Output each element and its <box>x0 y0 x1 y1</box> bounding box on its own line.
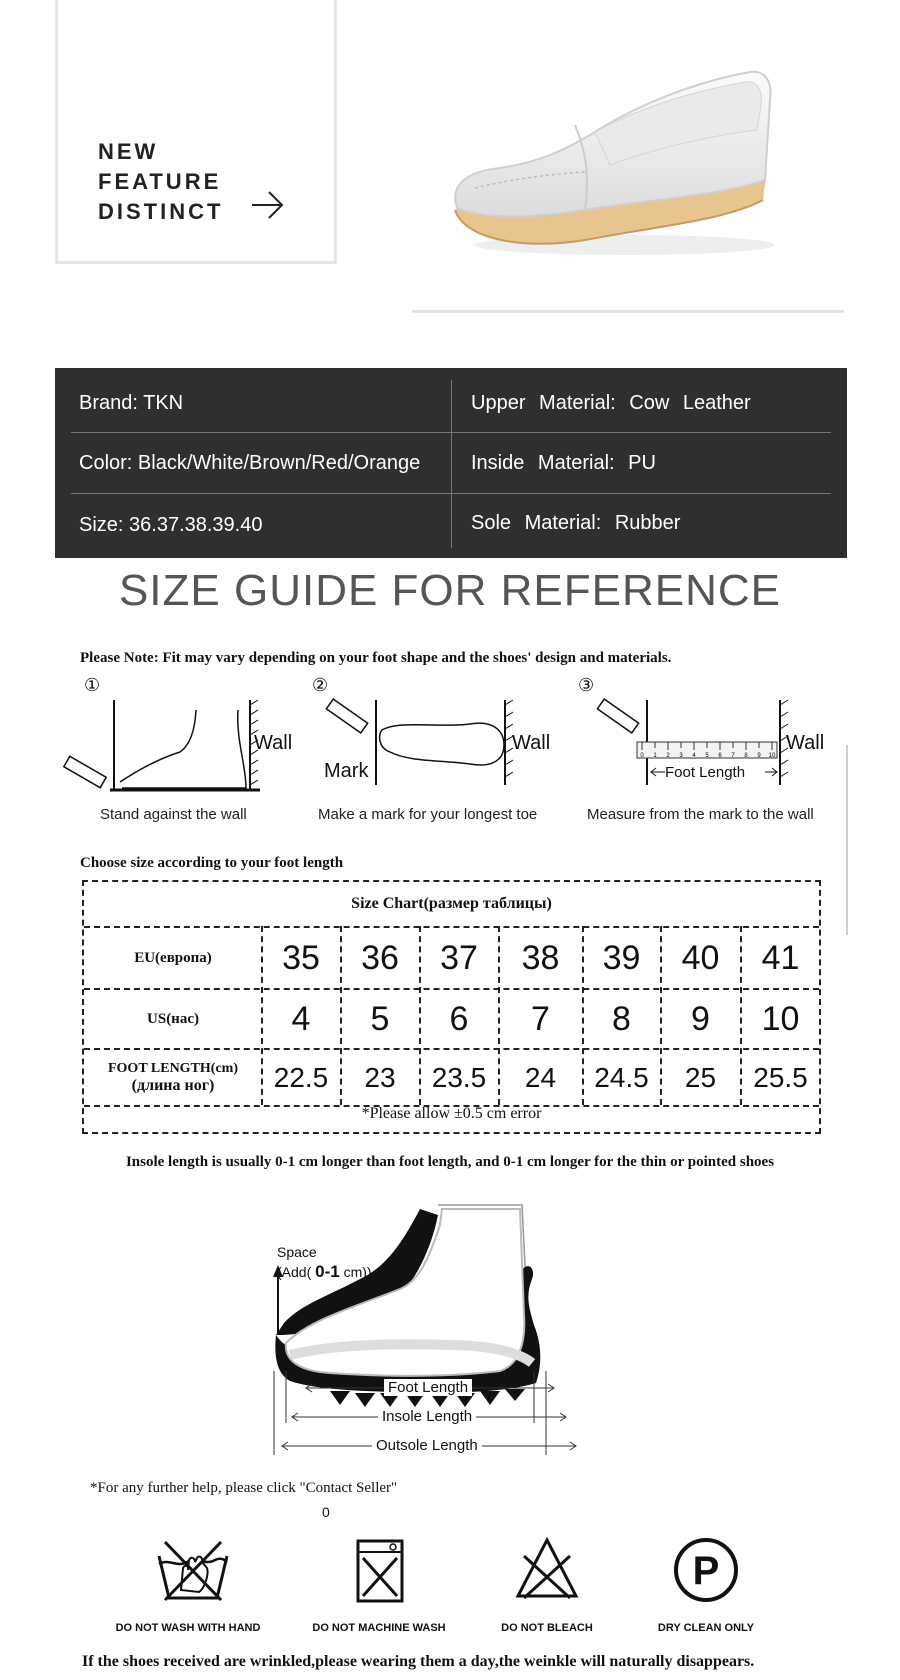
arrow-right-icon <box>250 190 286 220</box>
foot-row-label-ru: (длина ног) <box>131 1076 215 1094</box>
dry-clean-letter: P <box>692 1549 720 1593</box>
stray-zero: 0 <box>322 1504 330 1520</box>
eu-cell: 35 <box>282 938 320 977</box>
add-suffix: cm)) <box>339 1264 372 1280</box>
care-label-machine: DO NOT MACHINE WASH <box>312 1622 446 1634</box>
us-cell: 9 <box>691 999 710 1038</box>
add-value: 0-1 <box>315 1262 340 1281</box>
spec-color: Color: Black/White/Brown/Red/Orange <box>79 451 421 474</box>
hero-feature-text <box>98 137 223 227</box>
ruler-tick-label: 10 <box>768 753 776 759</box>
insole-length-label: Insole Length <box>378 1408 476 1425</box>
spec-divider-vertical <box>451 380 452 548</box>
ruler-tick-label: 5 <box>705 753 709 759</box>
help-text: *For any further help, please click "Contact Seller" <box>90 1480 398 1496</box>
dry-clean-icon <box>672 1536 740 1604</box>
step-1-wall-label: Wall <box>254 732 293 754</box>
care-label-dryclean: DRY CLEAN ONLY <box>657 1622 755 1634</box>
foot-row-label <box>84 1050 262 1105</box>
spec-upper: Upper Material: Cow Leather <box>471 391 751 414</box>
step-3-foot-length-label: Foot Length <box>665 764 746 781</box>
add-prefix: (Add( <box>277 1264 316 1280</box>
eu-cell: 41 <box>761 938 800 977</box>
foot-cell: 25.5 <box>753 1061 808 1093</box>
choose-size-text: Choose size according to your foot length <box>80 855 344 871</box>
step-2-caption: Make a mark for your longest toe <box>318 806 538 823</box>
foot-row-label-en: FOOT LENGTH(cm) <box>107 1060 239 1076</box>
step-2-number: ② <box>312 675 329 695</box>
ruler-tick-label: 6 <box>718 753 722 759</box>
foot-cell: 24.5 <box>594 1061 649 1093</box>
step-1-caption: Stand against the wall <box>100 806 247 823</box>
size-guide-note: Please Note: Fit may vary depending on your foot shape and the shoes' design and materials. <box>80 650 672 666</box>
us-cell: 10 <box>761 999 800 1038</box>
step-2-mark-label: Mark <box>324 760 369 782</box>
eu-cell: 38 <box>521 938 560 977</box>
size-chart-title: Size Chart(размер таблицы) <box>351 895 552 912</box>
eu-cell: 40 <box>681 938 720 977</box>
hand-wash-crossed-icon <box>155 1538 231 1604</box>
space-label: Space <box>277 1244 317 1260</box>
us-cell: 8 <box>612 999 631 1038</box>
step-3-number: ③ <box>578 675 595 695</box>
eu-cell: 39 <box>602 938 641 977</box>
spec-brand: Brand: TKN <box>79 391 184 414</box>
eu-cell: 36 <box>361 938 399 977</box>
size-chart-allow: *Please allow ±0.5 cm error <box>361 1105 542 1122</box>
footer-note: If the shoes received are wrinkled,please wearing them a day,the weinkle will naturally disappears. <box>82 1653 755 1670</box>
spec-sole: Sole Material: Rubber <box>471 511 681 534</box>
care-label-hand: DO NOT WASH WITH HAND <box>115 1622 261 1634</box>
hero-divider <box>412 310 844 313</box>
bleach-crossed-icon <box>514 1536 580 1602</box>
us-cell: 7 <box>531 999 550 1038</box>
add-label <box>277 1262 372 1282</box>
ruler-tick-label: 4 <box>692 753 696 759</box>
foot-cell: 23.5 <box>431 1061 487 1093</box>
spec-divider-2 <box>71 493 831 494</box>
foot-cell: 24 <box>524 1061 557 1093</box>
right-edge-line <box>846 745 848 935</box>
size-guide-title: SIZE GUIDE FOR REFERENCE <box>118 566 782 615</box>
spec-size: Size: 36.37.38.39.40 <box>79 513 263 536</box>
spec-divider-1 <box>71 432 831 433</box>
ruler-tick-label: 9 <box>757 753 761 759</box>
machine-wash-crossed-icon <box>355 1538 405 1604</box>
size-chart <box>82 880 821 1134</box>
us-cell: 4 <box>291 999 311 1038</box>
ruler-tick-label: 8 <box>744 753 748 759</box>
shoe-product-image <box>445 60 785 260</box>
step-3-wall-label: Wall <box>786 732 825 754</box>
hero-line-feature: FEATURE <box>98 169 222 194</box>
insole-note: Insole length is usually 0-1 cm longer than foot length, and 0-1 cm longer for the thin or pointed shoes <box>125 1154 775 1170</box>
hero-line-new: NEW <box>98 139 159 164</box>
foot-cell: 25 <box>684 1061 717 1093</box>
us-cell: 5 <box>370 999 390 1038</box>
ruler-tick-label: 2 <box>666 753 670 759</box>
ruler-tick-label: 0 <box>640 753 644 759</box>
ruler-tick-label: 7 <box>731 753 735 759</box>
care-label-bleach: DO NOT BLEACH <box>501 1622 593 1634</box>
spec-table <box>55 368 847 558</box>
foot-length-label: Foot Length <box>384 1379 472 1396</box>
foot-cell: 22.5 <box>273 1061 329 1093</box>
ruler-tick-label: 3 <box>679 753 683 759</box>
foot-cell: 23 <box>364 1061 396 1093</box>
spec-inside: Inside Material: PU <box>471 451 656 474</box>
ruler-tick-label: 1 <box>653 753 657 759</box>
eu-row-label: EU(европа) <box>134 949 212 966</box>
us-row-label: US(нас) <box>147 1010 199 1027</box>
step-2-wall-label: Wall <box>512 732 551 754</box>
us-cell: 6 <box>449 999 469 1038</box>
hero-line-distinct: DISTINCT <box>98 199 224 224</box>
outsole-length-label: Outsole Length <box>372 1437 482 1454</box>
eu-cell: 37 <box>440 938 478 977</box>
step-1-number: ① <box>84 675 101 695</box>
step-3-caption: Measure from the mark to the wall <box>587 806 814 823</box>
